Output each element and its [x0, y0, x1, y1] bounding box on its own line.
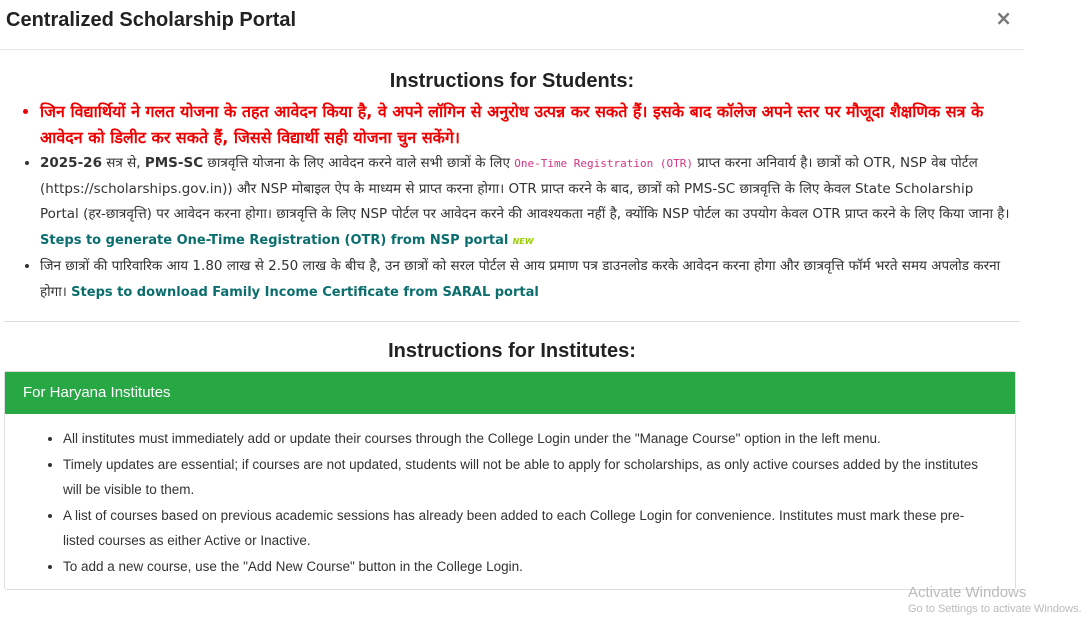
- new-badge-icon: NEW: [512, 236, 534, 246]
- dialog-header: [0, 0, 1024, 50]
- students-heading: Instructions for Students:: [389, 70, 635, 92]
- divider: [4, 321, 1020, 322]
- otr-steps-link[interactable]: Steps to generate One-Time Registration (OTR) from NSP portal: [40, 232, 509, 248]
- watermark-line: Activate Windows: [908, 584, 1027, 601]
- institutes-heading: Instructions for Institutes:: [388, 340, 636, 362]
- student-instructions: [40, 99, 1014, 305]
- institute-instructions: [5, 414, 1015, 589]
- watermark-line: Go to Settings to activate Windows.: [908, 603, 1082, 615]
- text: सत्र से,: [101, 155, 145, 171]
- list-item: [40, 254, 1014, 305]
- close-icon[interactable]: ×: [995, 6, 1012, 30]
- list-item: • To add a new course, use the "Add New Course" button in the College Login.: [63, 554, 995, 580]
- dialog-title: Centralized Scholarship Portal: [6, 9, 297, 31]
- haryana-institutes-panel: [4, 371, 1016, 590]
- text: छात्रवृत्ति योजना के लिए आवेदन करने वाले सभी छात्रों के लिए: [203, 155, 515, 171]
- panel-title: For Haryana Institutes: [5, 372, 1015, 414]
- income-certificate-link[interactable]: Steps to download Family Income Certificate from SARAL portal: [71, 284, 539, 300]
- list-item: [40, 151, 1014, 254]
- scheme-name: PMS-SC: [144, 155, 204, 171]
- list-item: • जिन विद्यार्थियों ने गलत योजना के तहत आवेदन किया है, वे अपने लॉगिन से अनुरोध उत्पन्न कर सकते हैं। इसके बाद कॉलेज अपने स्तर पर मौजूदा शैक्षणिक सत्र के आवेदन को डिलीट कर सकते हैं, जिससे विद्यार्थी सही योजना चुन सकेंगे।: [40, 99, 1014, 151]
- session-year: 2025-26: [40, 155, 102, 171]
- text: जिन छात्रों की पारिवारिक आय 1.80 लाख से 2.50 लाख के बीच है, उन छात्रों को सरल पोर्टल से आय प्रमाण पत्र डाउनलोड करके आवेदन करना होगा और छात्रवृत्ति फॉर्म भरते समय अपलोड करना होगा।: [40, 258, 1001, 300]
- list-item: • A list of courses based on previous academic sessions has already been added to each College Login for convenience. Institutes must mark these pre-listed courses as either Active or Inactive.: [63, 503, 995, 554]
- list-item: • All institutes must immediately add or update their courses through the College Login under the "Manage Course" option in the left menu.: [63, 426, 995, 452]
- text: प्राप्त करना अनिवार्य है। छात्रों को OTR, NSP वेब पोर्टल (https://scholarships.gov.in)) और NSP मोबाइल ऐप के माध्यम से प्राप्त करना होगा। OTR प्राप्त करने के बाद, छात्रों को PMS-SC छात्रवृत्ति के लिए केवल State Scholarship Portal (हर-छात्रवृत्ति) पर आवेदन करना होगा। छात्रवृत्ति के लिए NSP पोर्टल पर आवेदन करने की आवश्यकता नहीं है, क्योंकि NSP पोर्टल का उपयोग केवल OTR प्राप्त करने के लिए किया जाना है।: [40, 155, 1010, 222]
- list-item: • Timely updates are essential; if courses are not updated, students will not be able to apply for scholarships, as only active courses added by the institutes will be visible to them.: [63, 452, 995, 503]
- windows-activation-watermark: [908, 584, 1082, 615]
- otr-code: One-Time Registration (OTR): [514, 157, 694, 170]
